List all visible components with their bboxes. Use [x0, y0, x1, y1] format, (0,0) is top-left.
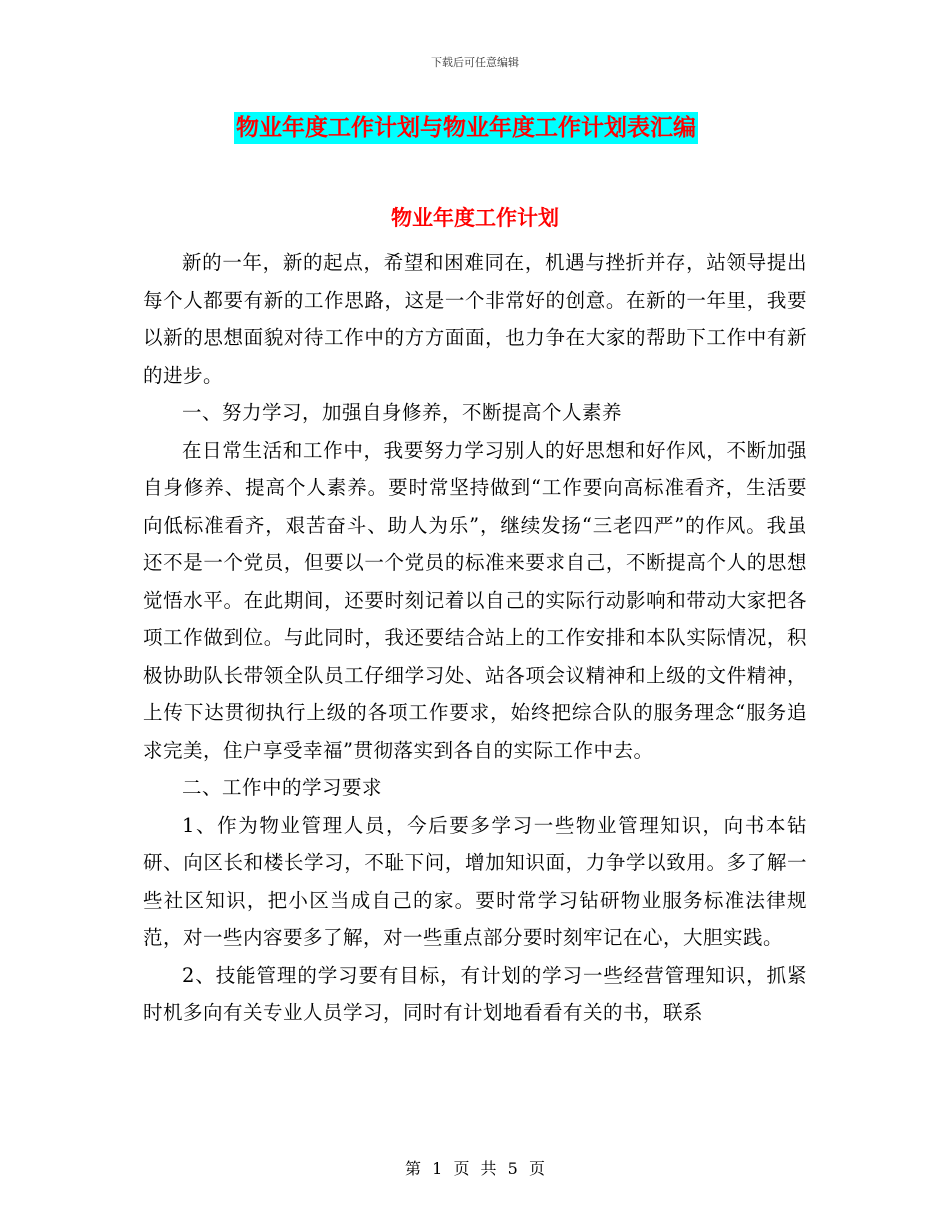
footer-total-word: 共 [480, 1159, 497, 1178]
header-note: 下载后可任意编辑 [431, 56, 519, 69]
footer-page-unit: 页 [453, 1159, 470, 1178]
body-paragraph-intro: 新的一年，新的起点，希望和困难同在，机遇与挫折并存，站领导提出每个人都要有新的工作思路，这是一个非常好的创意。在新的一年里，我要以新的思想面貌对待工作中的方方面面，也力争在大家的帮助下工作中有新的进步。 [143, 251, 807, 387]
document-title: 物业年度工作计划与物业年度工作计划表汇编 [234, 112, 698, 144]
body-heading-2: 二、工作中的学习要求 [182, 776, 383, 799]
body-paragraph-2-2: 2、技能管理的学习要有目标，有计划的学习一些经营管理知识，抓紧时机多向有关专业人员学习，同时有计划地看看有关的书，联系 [143, 963, 807, 1024]
body-paragraph-2-1: 1、作为物业管理人员，今后要多学习一些物业管理知识，向书本钻研、向区长和楼长学习，不耻下问，增加知识面，力争学以致用。多了解一些社区知识，把小区当成自己的家。要时常学习钻研物业服务标准法律规范，对一些内容要多了解，对一些重点部分要时刻牢记在心，大胆实践。 [143, 813, 807, 949]
footer-total-unit: 页 [528, 1159, 545, 1178]
footer-page-number: 1 [432, 1159, 443, 1178]
body-heading-1: 一、努力学习，加强自身修养，不断提高个人素养 [182, 401, 623, 424]
footer-total-pages: 5 [507, 1159, 518, 1178]
footer-page-word: 第 [405, 1159, 422, 1178]
document-body [143, 244, 807, 1032]
section-title: 物业年度工作计划 [391, 206, 559, 230]
body-paragraph-1: 在日常生活和工作中，我要努力学习别人的好思想和好作风，不断加强自身修养、提高个人素养。要时常坚持做到“工作要向高标准看齐，生活要向低标准看齐，艰苦奋斗、助人为乐”，继续发扬“三老四严”的作风。我虽还不是一个党员，但要以一个党员的标准来要求自己，不断提高个人的思想觉悟水平。在此期间，还要时刻记着以自己的实际行动影响和带动大家把各项工作做到位。与此同时，我还要结合站上的工作安排和本队实际情况，积极协助队长带领全队员工仔细学习处、站各项会议精神和上级的文件精神，上传下达贯彻执行上级的各项工作要求，始终把综合队的服务理念“服务追求完美，住户享受幸福”贯彻落实到各自的实际工作中去。 [143, 438, 807, 762]
page-footer [0, 1156, 950, 1179]
